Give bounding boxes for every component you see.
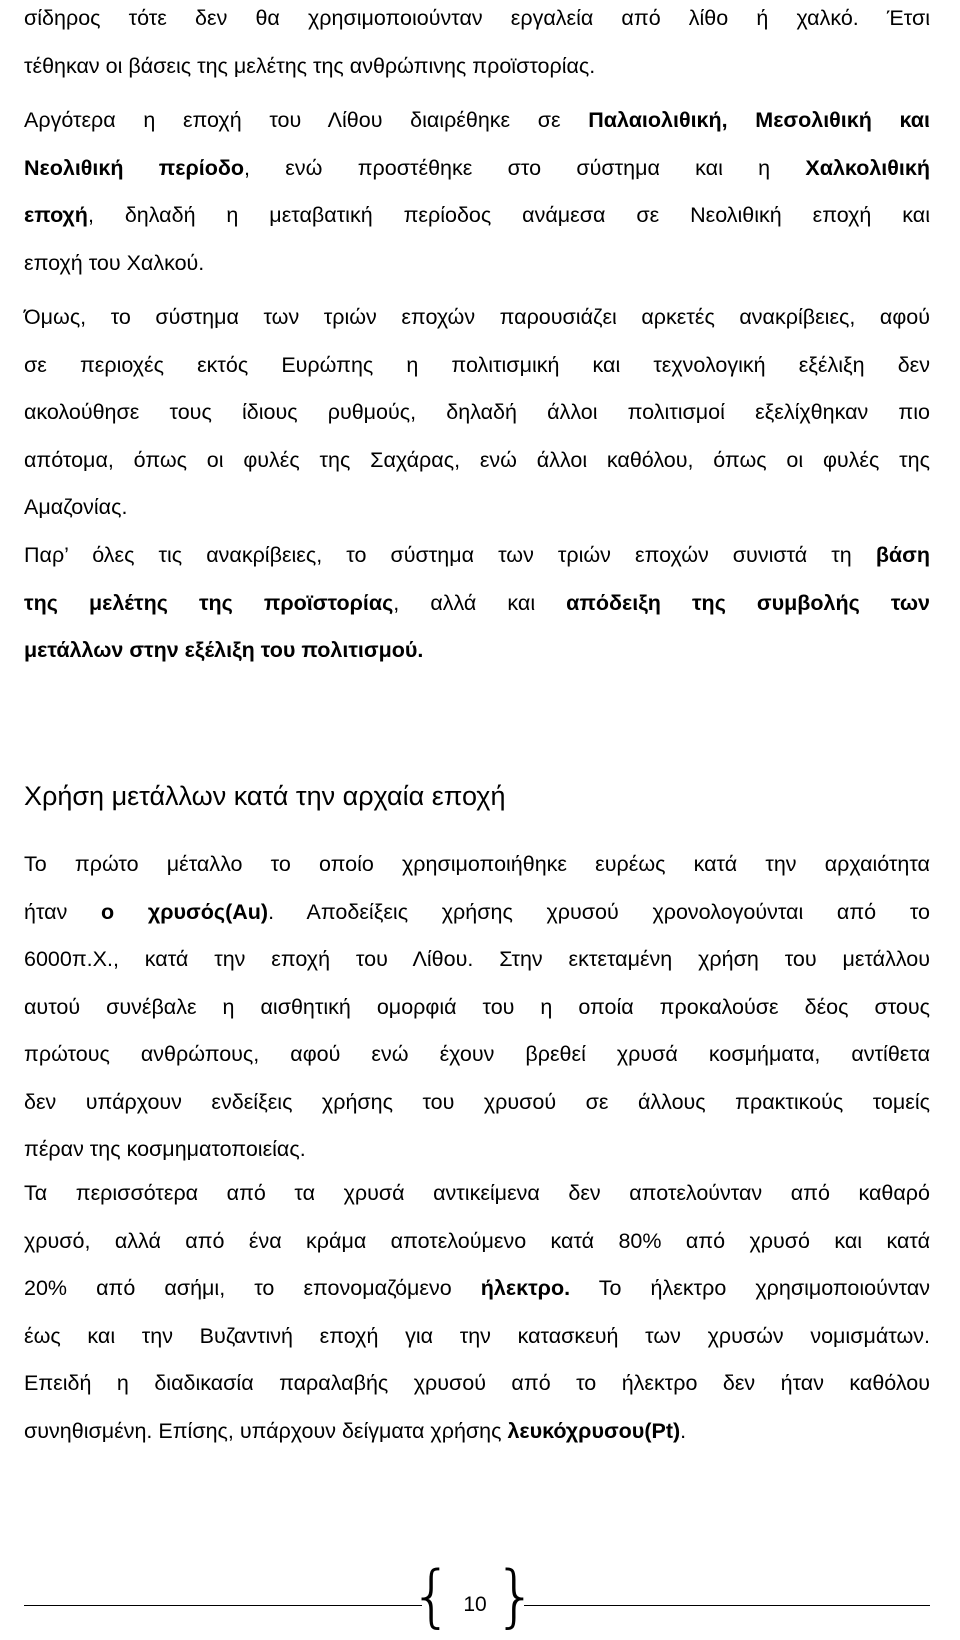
text-line: εποχή του Χαλκού. [24, 250, 205, 275]
bold-term: της μελέτης της προϊστορίας [24, 590, 394, 615]
text-line: εποχή, δηλαδή η μεταβατική περίοδος ανάμεσα σε Νεολιθική εποχή και [24, 203, 930, 227]
left-brace-icon: { [410, 1557, 454, 1636]
footer-rule-left [24, 1605, 422, 1606]
text-line: Τα περισσότερα από τα χρυσά αντικείμενα δεν αποτελούνταν από καθαρό [24, 1181, 930, 1205]
paragraph [24, 841, 930, 1174]
text-line: 6000π.Χ., κατά την εποχή του Λίθου. Στην εκτεταμένη χρήση του μετάλλου [24, 947, 930, 971]
bold-term: απόδειξη της συμβολής των [566, 590, 930, 615]
text-line: Παρ’ όλες τις ανακρίβειες, το σύστημα των τριών εποχών συνιστά τη βάση [24, 543, 930, 567]
text-line: Το πρώτο μέταλλο το οποίο χρησιμοποιήθηκε ευρέως κατά την αρχαιότητα [24, 852, 930, 876]
text-line: δεν υπάρχουν ενδείξεις χρήσης του χρυσού σε άλλους πρακτικούς τομείς [24, 1089, 930, 1114]
paragraph [24, 0, 930, 90]
text-line: Όμως, το σύστημα των τριών εποχών παρουσιάζει αρκετές ανακρίβειες, αφού [24, 305, 930, 329]
text-line: απότομα, όπως οι φυλές της Σαχάρας, ενώ άλλοι καθόλου, όπως οι φυλές της [24, 447, 930, 472]
text-line: τέθηκαν οι βάσεις της μελέτης της ανθρώπινης προϊστορίας. [24, 53, 596, 78]
page-number: 10 [463, 1593, 487, 1616]
page-footer [0, 1557, 960, 1636]
paragraph [24, 97, 930, 287]
bold-term: λευκόχρυσου(Pt) [507, 1418, 681, 1443]
paragraph [24, 294, 930, 532]
text-line: Επειδή η διαδικασία παραλαβής χρυσού από το ήλεκτρο δεν ήταν καθόλου [24, 1371, 930, 1395]
footer-rule-right [524, 1605, 930, 1606]
text-line: σίδηρος τότε δεν θα χρησιμοποιούνταν εργαλεία από λίθο ή χαλκό. Έτσι [24, 6, 930, 30]
text-line: συνηθισμένη. Επίσης, υπάρχουν δείγματα χρήσης λευκόχρυσου(Pt). [24, 1418, 687, 1443]
text-line: σε περιοχές εκτός Ευρώπης η πολιτισμική και τεχνολογική εξέλιξη δεν [24, 352, 930, 377]
text-line: πέραν της κοσμηματοποιείας. [24, 1137, 306, 1161]
paragraph [24, 532, 930, 675]
section-heading: Χρήση μετάλλων κατά την αρχαία εποχή [24, 781, 506, 811]
right-brace-icon: } [494, 1557, 538, 1636]
bold-term: ο χρυσός(Au) [101, 899, 269, 924]
bold-term: μετάλλων στην εξέλιξη του πολιτισμού. [24, 638, 424, 662]
text-line: ήταν ο χρυσός(Au). Αποδείξεις χρήσης χρυσού χρονολογούνται από το [24, 899, 930, 924]
bold-term: βάση [875, 543, 930, 567]
text-line [24, 627, 930, 675]
text-line: Νεολιθική περίοδο, ενώ προστέθηκε στο σύστημα και η Χαλκολιθική [24, 155, 930, 180]
bold-term: εποχή [24, 203, 88, 227]
text-line: έως και την Βυζαντινή εποχή για την κατασκευή των χρυσών νομισμάτων. [24, 1323, 930, 1348]
bold-term: ήλεκτρο. [480, 1276, 571, 1300]
bold-term: Χαλκολιθική [805, 155, 930, 180]
text-line: της μελέτης της προϊστορίας, αλλά και απόδειξη της συμβολής των [24, 590, 930, 615]
text-line: Αμαζονίας. [24, 495, 128, 519]
bold-term: Νεολιθική περίοδο [24, 155, 245, 180]
text-line: Αργότερα η εποχή του Λίθου διαιρέθηκε σε Παλαιολιθική, Μεσολιθική και [24, 108, 930, 132]
text-line: 20% από ασήμι, το επονομαζόμενο ήλεκτρο. Το ήλεκτρο χρησιμοποιούνταν [24, 1276, 931, 1300]
bold-term: Παλαιολιθική, Μεσολιθική και [588, 108, 930, 132]
paragraph [24, 1170, 930, 1455]
text-line: ακολούθησε τους ίδιους ρυθμούς, δηλαδή άλλοι πολιτισμοί εξελίχθηκαν πιο [24, 400, 930, 424]
text-line: πρώτους ανθρώπους, αφού ενώ έχουν βρεθεί χρυσά κοσμήματα, αντίθετα [24, 1042, 930, 1066]
text-line: αυτού συνέβαλε η αισθητική ομορφιά του η οποία προκαλούσε δέος στους [24, 994, 930, 1019]
text-line: χρυσό, αλλά από ένα κράμα αποτελούμενο κατά 80% από χρυσό και κατά [24, 1228, 930, 1253]
